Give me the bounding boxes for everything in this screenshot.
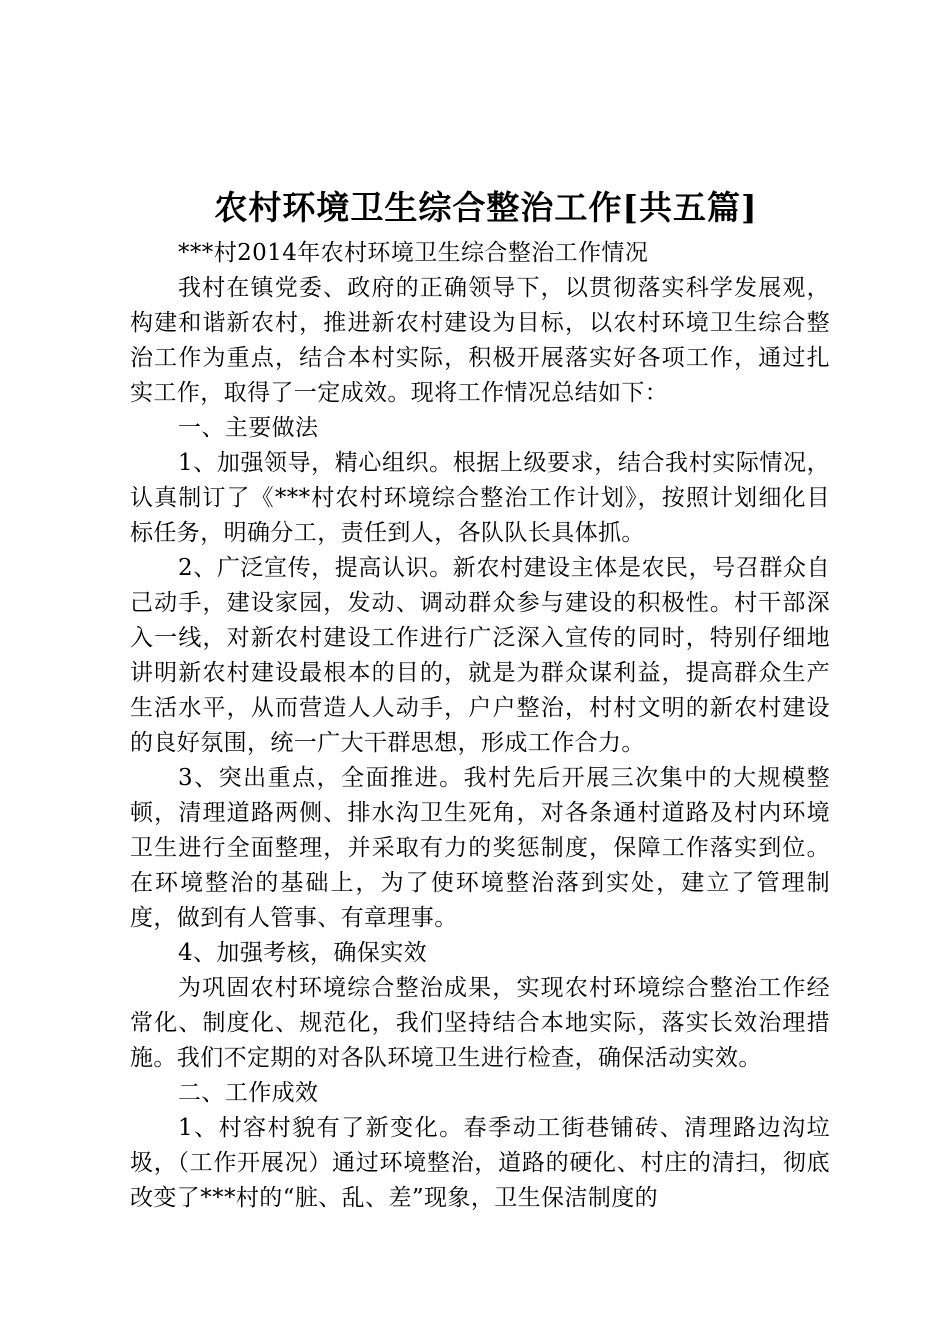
section-heading-methods: 一、主要做法 <box>178 415 319 441</box>
method-heading-4: 4、加强考核，确保实效 <box>178 940 428 966</box>
document-page <box>130 180 830 1216</box>
method-paragraph-1: 1、加强领导，精心组织。根据上级要求，结合我村实际情况，认真制订了《***村农村环境综合整治工作计划》，按照计划细化目标任务，明确分工，责任到人，各队队长具体抓。 <box>130 450 830 546</box>
document-title: 农村环境卫生综合整治工作[共五篇] <box>214 188 758 227</box>
result-paragraph-1: 1、村容村貌有了新变化。春季动工街巷铺砖、清理路边沟垃圾，（工作开展况）通过环境整治，道路的硬化、村庄的清扫，彻底改变了***村的“脏、乱、差”现象，卫生保洁制度的 <box>130 1115 830 1211</box>
section-heading-results: 二、工作成效 <box>178 1080 319 1106</box>
method-paragraph-3: 3、突出重点，全面推进。我村先后开展三次集中的大规模整顿，清理道路两侧、排水沟卫生死角，对各条通村道路及村内环境卫生进行全面整理，并采取有力的奖惩制度，保障工作落实到位。在环境整治的基础上，为了使环境整治落到实处，建立了管理制度，做到有人管事、有章理事。 <box>130 765 830 931</box>
method-paragraph-4: 为巩固农村环境综合整治成果，实现农村环境综合整治工作经常化、制度化、规范化，我们坚持结合本地实际，落实长效治理措施。我们不定期的对各队环境卫生进行检查，确保活动实效。 <box>130 975 830 1071</box>
intro-paragraph: 我村在镇党委、政府的正确领导下，以贯彻落实科学发展观，构建和谐新农村，推进新农村建设为目标，以农村环境卫生综合整治工作为重点，结合本村实际，积极开展落实好各项工作，通过扎实工作，取得了一定成效。现将工作情况总结如下： <box>130 275 830 406</box>
method-paragraph-2: 2、广泛宣传，提高认识。新农村建设主体是农民，号召群众自己动手，建设家园，发动、调动群众参与建设的积极性。村干部深入一线，对新农村建设工作进行广泛深入宣传的同时，特别仔细地讲明新农村建设最根本的目的，就是为群众谋利益，提高群众生产生活水平，从而营造人人动手，户户整治，村村文明的新农村建设的良好氛围，统一广大干群思想，形成工作合力。 <box>130 555 830 756</box>
subtitle-paragraph: ***村2014年农村环境卫生综合整治工作情况 <box>178 240 649 266</box>
